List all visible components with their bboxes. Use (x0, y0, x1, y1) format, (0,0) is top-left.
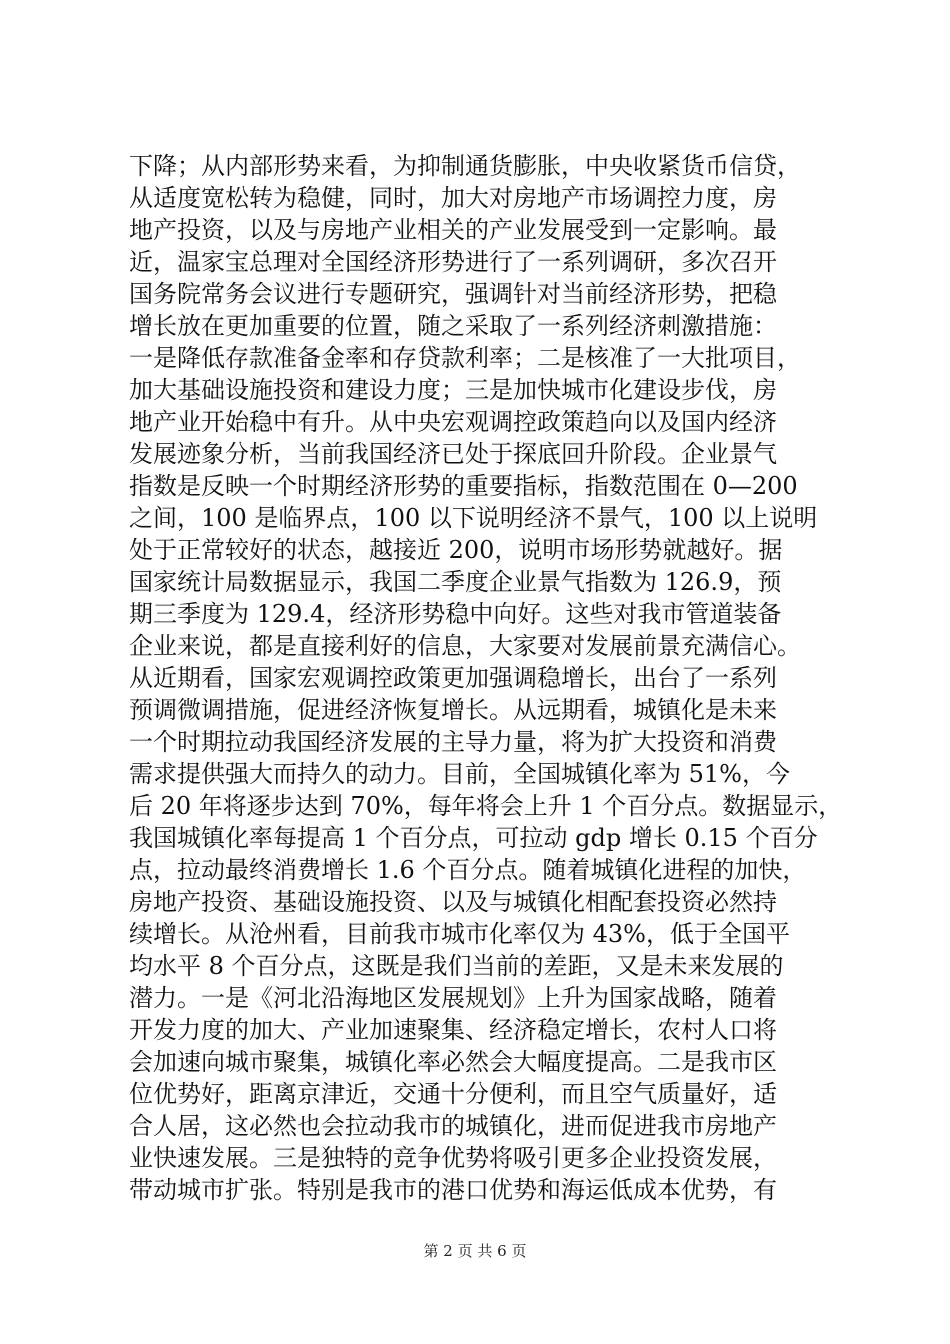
text-line: 后 20 年将逐步达到 70%，每年将会上升 1 个百分点。数据显示， (129, 792, 843, 820)
text-line: 会加速向城市聚集，城镇化率必然会大幅度提高。二是我市区 (129, 1048, 777, 1076)
text-line: 从近期看，国家宏观调控政策更加强调稳增长，出台了一系列 (129, 664, 777, 692)
text-line: 我国城镇化率每提高 1 个百分点，可拉动 gdp 增长 0.15 个百分 (129, 824, 818, 852)
text-line: 企业来说，都是直接利好的信息，大家要对发展前景充满信心。 (129, 632, 801, 660)
text-line: 加大基础设施投资和建设力度；三是加快城市化建设步伐，房 (129, 376, 777, 404)
text-line: 一个时期拉动我国经济发展的主导力量，将为扩大投资和消费 (129, 728, 777, 756)
text-line: 点，拉动最终消费增长 1.6 个百分点。随着城镇化进程的加快， (129, 856, 807, 884)
text-line: 业快速发展。三是独特的竞争优势将吸引更多企业投资发展， (129, 1144, 777, 1172)
text-line: 指数是反映一个时期经济形势的重要指标，指数范围在 0—200 (129, 472, 798, 500)
text-line: 增长放在更加重要的位置，随之采取了一系列经济刺激措施： (129, 312, 777, 340)
text-line: 预调微调措施，促进经济恢复增长。从远期看，城镇化是未来 (129, 696, 777, 724)
text-line: 处于正常较好的状态，越接近 200，说明市场形势就越好。据 (129, 536, 783, 564)
text-line: 房地产投资、基础设施投资、以及与城镇化相配套投资必然持 (129, 888, 777, 916)
text-line: 均水平 8 个百分点，这既是我们当前的差距，又是未来发展的 (129, 952, 784, 980)
text-line: 位优势好，距离京津近，交通十分便利，而且空气质量好，适 (129, 1080, 777, 1108)
text-line: 国家统计局数据显示，我国二季度企业景气指数为 126.9，预 (129, 568, 782, 596)
text-line: 发展迹象分析，当前我国经济已处于探底回升阶段。企业景气 (129, 440, 777, 468)
text-line: 从适度宽松转为稳健，同时，加大对房地产市场调控力度，房 (129, 184, 777, 212)
text-line: 地产投资，以及与房地产业相关的产业发展受到一定影响。最 (129, 216, 777, 244)
text-line: 续增长。从沧州看，目前我市城市化率仅为 43%，低于全国平 (129, 920, 790, 948)
text-line: 一是降低存款准备金率和存贷款利率；二是核准了一大批项目， (129, 344, 801, 372)
text-line: 之间，100 是临界点，100 以下说明经济不景气，100 以上说明 (129, 504, 818, 532)
text-line: 国务院常务会议进行专题研究，强调针对当前经济形势，把稳 (129, 280, 777, 308)
text-line: 下降；从内部形势来看，为抑制通货膨胀，中央收紧货币信贷， (129, 152, 801, 180)
text-line: 期三季度为 129.4，经济形势稳中向好。这些对我市管道装备 (129, 600, 782, 628)
text-line: 开发力度的加大、产业加速聚集、经济稳定增长，农村人口将 (129, 1016, 777, 1044)
text-line: 需求提供强大而持久的动力。目前，全国城镇化率为 51%，今 (129, 760, 790, 788)
text-line: 潜力。一是《河北沿海地区发展规划》上升为国家战略，随着 (129, 984, 777, 1012)
text-line: 地产业开始稳中有升。从中央宏观调控政策趋向以及国内经济 (129, 408, 777, 436)
body-text (129, 150, 843, 1206)
text-line: 带动城市扩张。特别是我市的港口优势和海运低成本优势，有 (129, 1176, 777, 1204)
page-number-footer: 第 2 页 共 6 页 (423, 1242, 527, 1260)
text-line: 合人居，这必然也会拉动我市的城镇化，进而促进我市房地产 (129, 1112, 777, 1140)
text-line: 近，温家宝总理对全国经济形势进行了一系列调研，多次召开 (129, 248, 777, 276)
